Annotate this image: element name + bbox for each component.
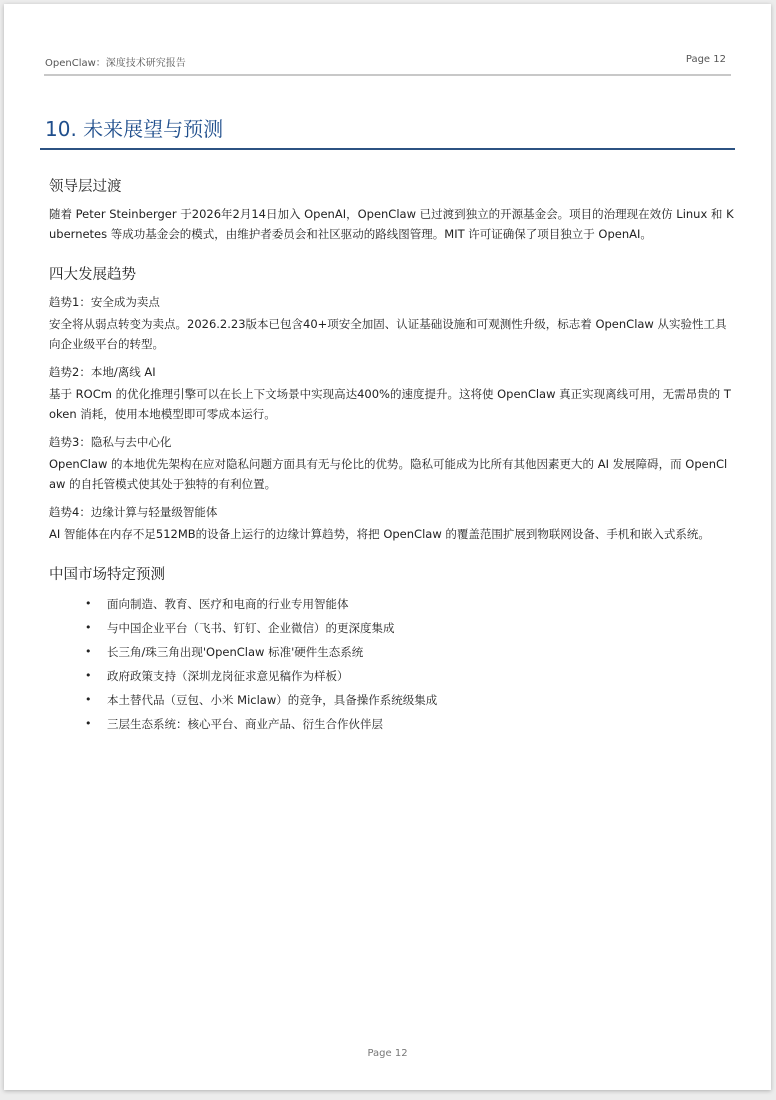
section-china-market: [49, 560, 734, 736]
trend-title: 趋势1：安全成为卖点: [49, 295, 160, 309]
trend-item: [49, 502, 734, 544]
page-footer: [4, 1048, 771, 1059]
list-item: [49, 592, 734, 616]
trend-item: [49, 362, 734, 424]
bullet-icon: •: [85, 621, 92, 634]
trend-body: AI 智能体在内存不足512MB的设备上运行的边缘计算趋势，将把 OpenClaw 的覆盖范围扩展到物联网设备、手机和嵌入式系统。: [49, 527, 710, 541]
bullet-icon: •: [85, 645, 92, 658]
header-doc-title: OpenClaw：深度技术研究报告: [45, 58, 186, 69]
list-item-text: 政府政策支持（深圳龙岗征求意见稿作为样板）: [107, 669, 349, 683]
list-item-text: 本土替代品（豆包、小米 Miclaw）的竞争，具备操作系统级集成: [107, 693, 438, 707]
trend-body: OpenClaw 的本地优先架构在应对隐私问题方面具有无与伦比的优势。隐私可能成为比所有其他因素更大的 AI 发展障碍，而 OpenClaw 的自托管模式使其处于独特的有利位置。: [49, 457, 728, 491]
running-header: [44, 54, 731, 76]
paragraph: 随着 Peter Steinberger 于2026年2月14日加入 OpenAI，OpenClaw 已过渡到独立的开源基金会。项目的治理现在效仿 Linux 和 Kubernetes 等成功基金会的模式，由维护者委员会和社区驱动的路线图管理。MIT 许可证确保了项目独立于 OpenAI。: [49, 207, 734, 241]
prediction-list: [49, 592, 734, 736]
trend-title: 趋势2：本地/离线 AI: [49, 365, 156, 379]
page-content: [49, 172, 734, 736]
trend-body: 安全将从弱点转变为卖点。2026.2.23版本已包含40+项安全加固、认证基础设施和可观测性升级，标志着 OpenClaw 从实验性工具向企业级平台的转型。: [49, 317, 727, 351]
bullet-icon: •: [85, 597, 92, 610]
list-item-text: 与中国企业平台（飞书、钉钉、企业微信）的更深度集成: [107, 621, 395, 635]
footer-page-number: Page 12: [367, 1048, 408, 1059]
section-heading: 四大发展趋势: [49, 267, 136, 283]
trend-title: 趋势3：隐私与去中心化: [49, 435, 172, 449]
document-page: [4, 4, 771, 1090]
bullet-icon: •: [85, 717, 92, 730]
section-heading: 中国市场特定预测: [49, 567, 165, 583]
list-item: [49, 688, 734, 712]
list-item: [49, 712, 734, 736]
section-heading: 领导层过渡: [49, 179, 122, 195]
list-item-text: 面向制造、教育、医疗和电商的行业专用智能体: [107, 597, 349, 611]
list-item-text: 三层生态系统：核心平台、商业产品、衍生合作伙伴层: [107, 717, 383, 731]
bullet-icon: •: [85, 669, 92, 682]
list-item: [49, 640, 734, 664]
list-item: [49, 664, 734, 688]
trend-item: [49, 432, 734, 494]
list-item-text: 长三角/珠三角出现'OpenClaw 标准'硬件生态系统: [107, 645, 364, 659]
header-page-number: Page 12: [685, 54, 726, 65]
trend-title: 趋势4：边缘计算与轻量级智能体: [49, 505, 218, 519]
section-leadership: [49, 172, 734, 244]
bullet-icon: •: [85, 693, 92, 706]
section-trends: [49, 260, 734, 544]
chapter-title: 10. 未来展望与预测: [45, 117, 224, 141]
list-item: [49, 616, 734, 640]
chapter-heading: [40, 112, 735, 150]
trend-item: [49, 292, 734, 354]
trend-body: 基于 ROCm 的优化推理引擎可以在长上下文场景中实现高达400%的速度提升。这将使 OpenClaw 真正实现离线可用，无需昂贵的 Token 消耗，使用本地模型即可零成本运行。: [49, 387, 731, 421]
